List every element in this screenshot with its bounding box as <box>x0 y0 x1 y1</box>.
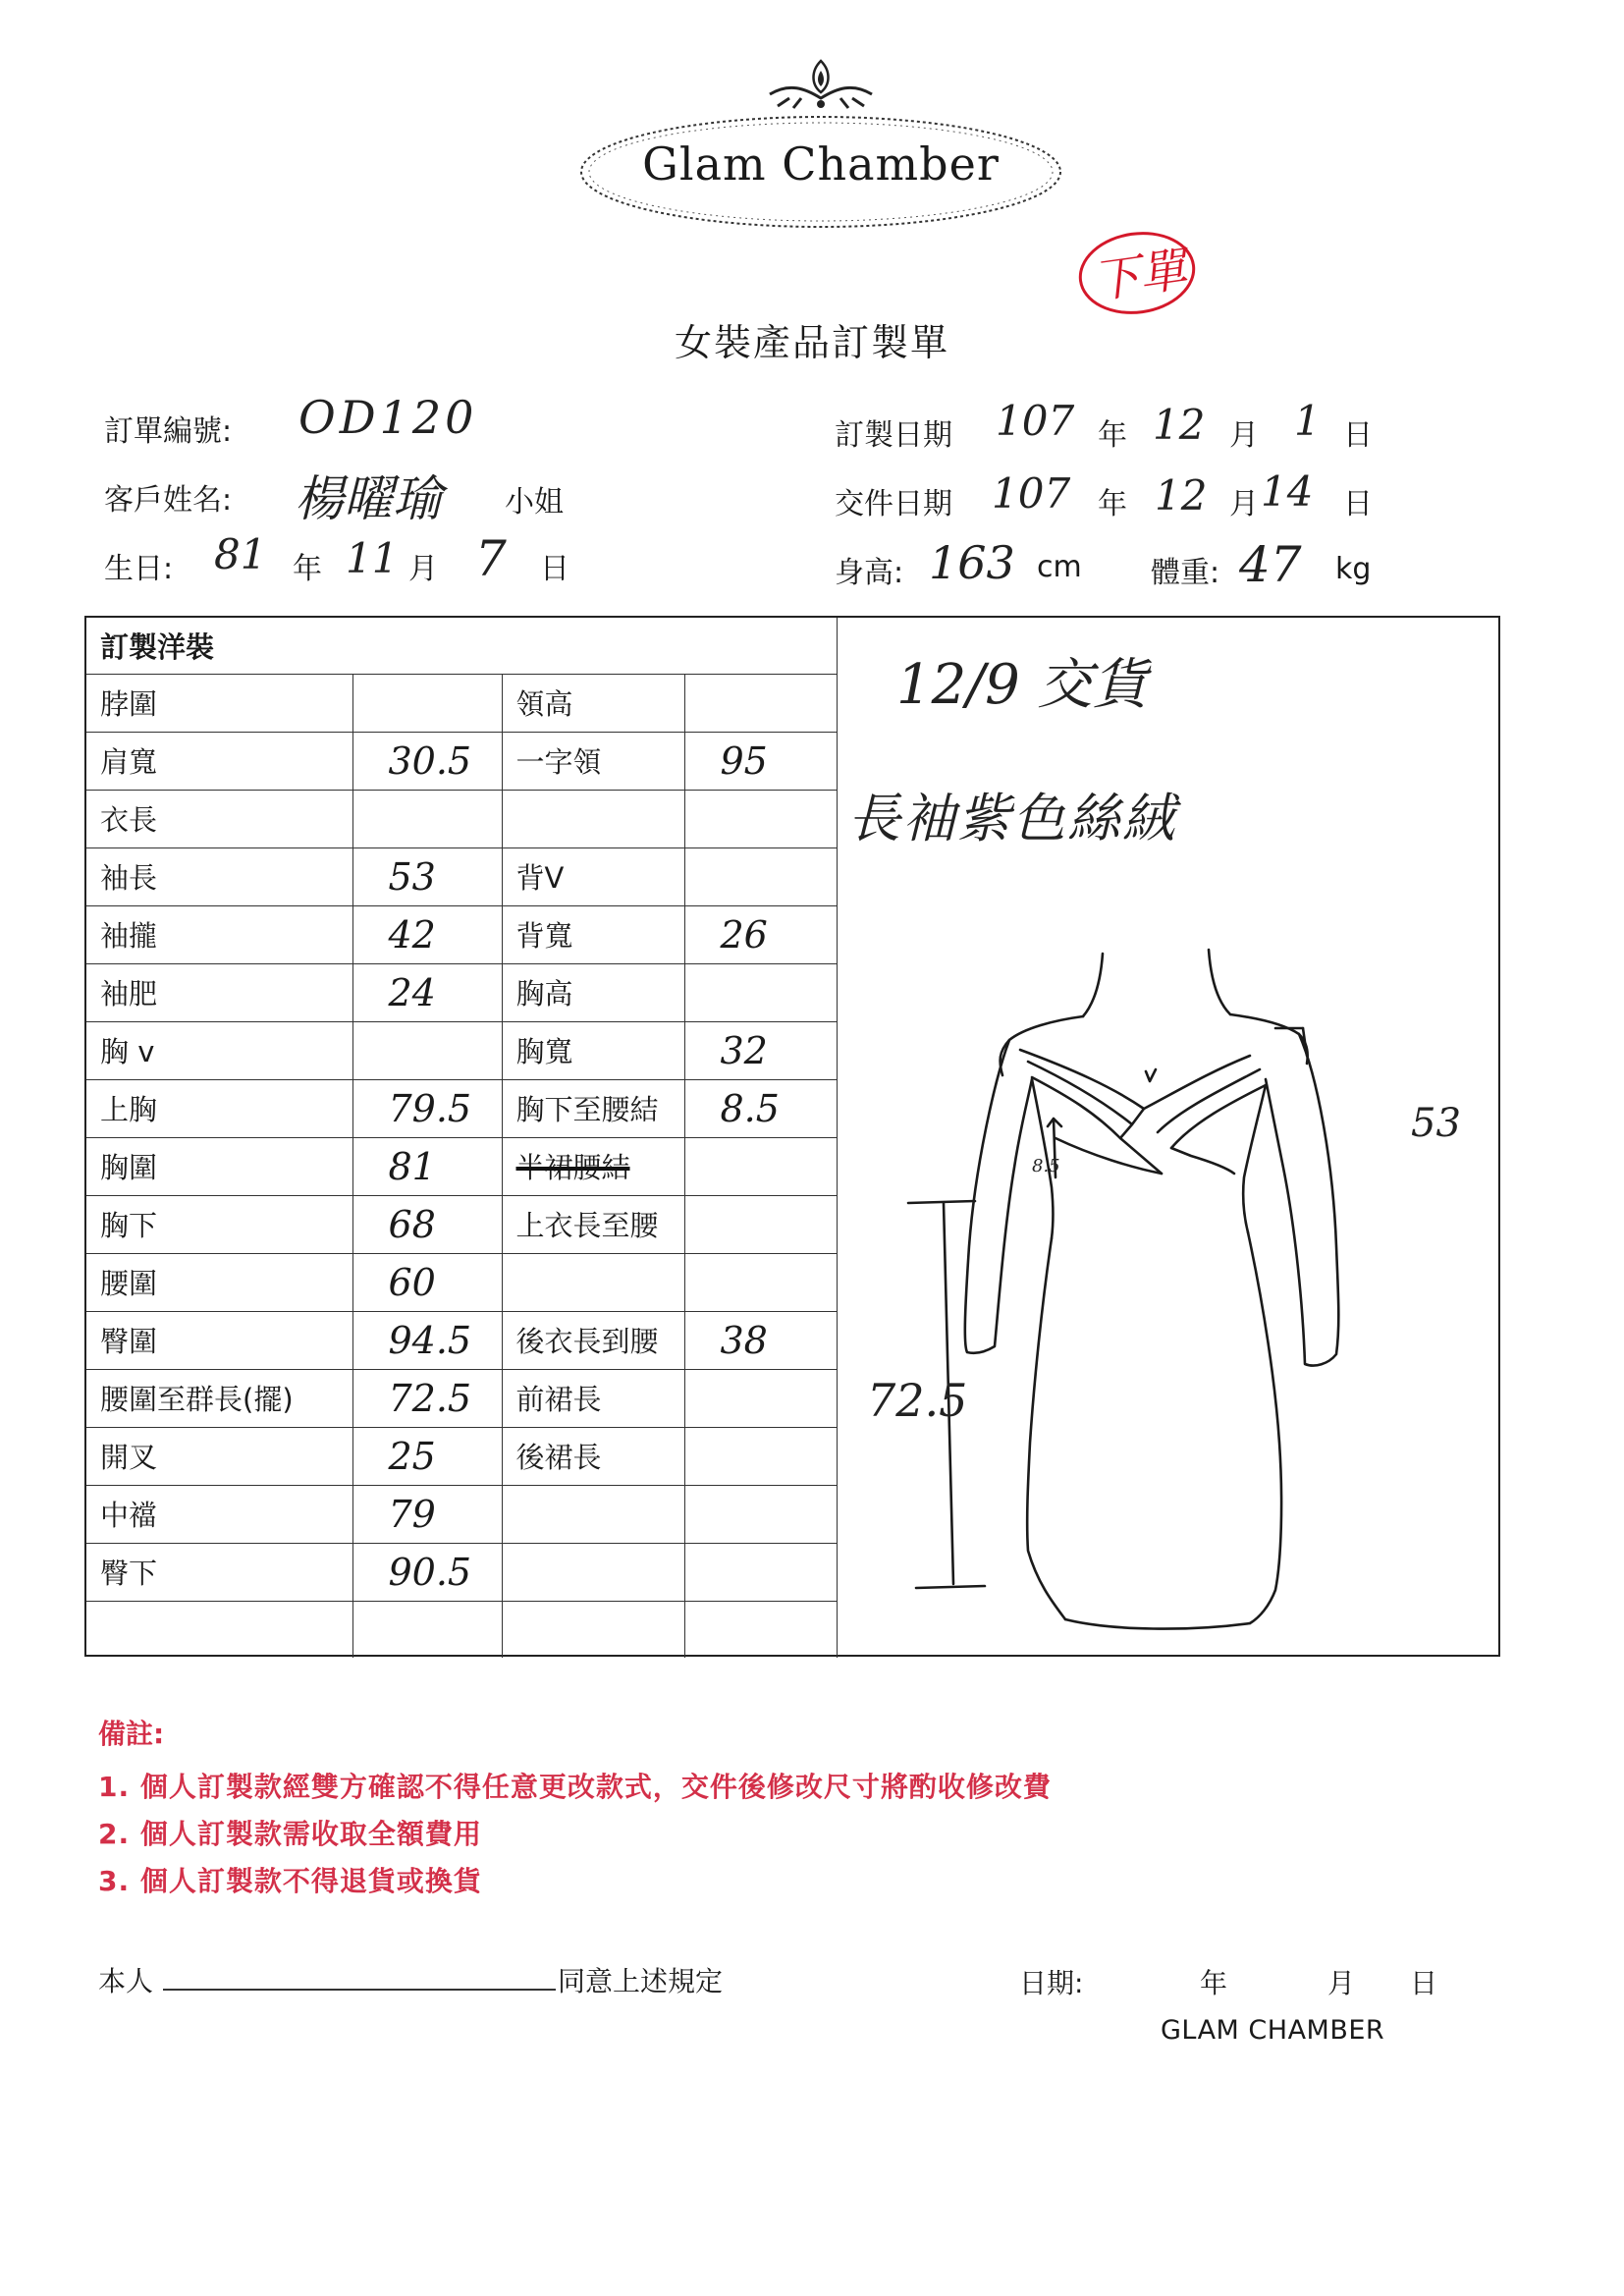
weight-value: 47 <box>1239 536 1302 593</box>
delivery-date-month: 12 <box>1155 471 1208 519</box>
measurement-label: 袖肥 <box>86 963 352 1021</box>
weight-unit: kg <box>1335 552 1372 586</box>
delivery-date-year: 107 <box>992 469 1071 518</box>
table-row <box>86 963 837 1021</box>
order-date-label: 訂製日期 <box>835 418 952 453</box>
order-date-year-unit: 年 <box>1098 418 1127 453</box>
agreement-text: 同意上述規定 <box>558 1965 724 1997</box>
measurement-value <box>684 1369 837 1427</box>
delivery-date-month-unit: 月 <box>1229 487 1259 521</box>
height-value: 163 <box>929 536 1015 589</box>
table-row <box>86 905 837 963</box>
measurement-label: 腰圍至群長(擺) <box>86 1369 352 1427</box>
footer-day-unit: 日 <box>1410 1967 1438 1999</box>
table-row <box>86 1195 837 1253</box>
measurement-value <box>684 1485 837 1543</box>
measurement-label: 臀圍 <box>86 1311 352 1369</box>
table-row <box>86 1137 837 1195</box>
table-row <box>86 732 837 790</box>
delivery-note: 12/9 交貨 <box>896 653 1148 717</box>
table-row <box>86 1427 837 1485</box>
measurement-label: 袖長 <box>86 847 352 905</box>
measurement-value: 53 <box>352 847 502 905</box>
signer-label: 本人 <box>98 1965 154 1997</box>
measurement-label: 胸圍 <box>86 1137 352 1195</box>
measurement-label <box>502 1253 684 1311</box>
birthday-day: 7 <box>475 530 507 587</box>
table-row <box>86 1253 837 1311</box>
order-date-day-unit: 日 <box>1343 418 1373 453</box>
crown-ornament-icon <box>764 55 878 114</box>
measurement-value: 79.5 <box>352 1079 502 1137</box>
signature-line[interactable] <box>163 1989 556 1991</box>
table-row <box>86 1601 837 1658</box>
skirt-dimension: 72.5 <box>867 1374 968 1427</box>
measurement-value <box>684 847 837 905</box>
measurement-value: 32 <box>684 1021 837 1079</box>
measurement-value <box>684 790 837 847</box>
measurement-value <box>684 1601 837 1658</box>
measurement-rows <box>86 618 837 1658</box>
measurement-value: 24 <box>352 963 502 1021</box>
measurement-label: 衣長 <box>86 790 352 847</box>
delivery-date-day-unit: 日 <box>1343 487 1373 521</box>
measurement-label <box>86 1601 352 1658</box>
brand-name: Glam Chamber <box>642 137 1000 191</box>
order-date-month: 12 <box>1153 401 1206 449</box>
measurement-value <box>684 1427 837 1485</box>
customer-label: 客戶姓名: <box>104 483 233 518</box>
measurement-label: 肩寬 <box>86 732 352 790</box>
table-heading: 訂製洋裝 <box>86 618 837 674</box>
birthday-year: 81 <box>214 530 267 578</box>
measurement-label: 臀下 <box>86 1543 352 1601</box>
table-row <box>86 1311 837 1369</box>
birthday-month-unit: 月 <box>408 552 438 586</box>
order-date-day: 1 <box>1294 397 1321 445</box>
delivery-date-label: 交件日期 <box>835 487 952 521</box>
table-row <box>86 1543 837 1601</box>
birthday-day-unit: 日 <box>540 552 569 586</box>
delivery-date-year-unit: 年 <box>1098 487 1127 521</box>
measurement-value <box>684 963 837 1021</box>
measurement-value <box>352 674 502 732</box>
measurement-label: 半裙腰結 <box>502 1137 684 1195</box>
measurement-value: 30.5 <box>352 732 502 790</box>
measurement-label: 後衣長到腰 <box>502 1311 684 1369</box>
measurement-label: 袖攏 <box>86 905 352 963</box>
measurement-value <box>352 1601 502 1658</box>
measurement-label: 胸高 <box>502 963 684 1021</box>
dress-sketch <box>838 618 1501 1655</box>
bust-dimension: 8.5 <box>1032 1156 1060 1176</box>
table-row <box>86 674 837 732</box>
measurement-label: 胸下至腰結 <box>502 1079 684 1137</box>
measurement-value <box>684 1137 837 1195</box>
weight-label: 體重: <box>1151 556 1220 590</box>
measurement-value <box>684 1195 837 1253</box>
measurement-form <box>84 616 1500 1657</box>
table-heading-row <box>86 618 837 674</box>
height-label: 身高: <box>835 556 904 590</box>
measurement-label: 後裙長 <box>502 1427 684 1485</box>
birthday-year-unit: 年 <box>293 552 322 586</box>
measurement-value: 38 <box>684 1311 837 1369</box>
sketch-area <box>837 618 1501 1655</box>
delivery-date-day: 14 <box>1261 467 1314 516</box>
measurement-value: 94.5 <box>352 1311 502 1369</box>
order-date-month-unit: 月 <box>1229 418 1259 453</box>
table-row <box>86 1485 837 1543</box>
table-row <box>86 1021 837 1079</box>
measurement-label <box>502 1543 684 1601</box>
document-title: 女裝產品訂製單 <box>674 321 949 364</box>
measurement-label: 上胸 <box>86 1079 352 1137</box>
footer-brand: GLAM CHAMBER <box>1161 2015 1385 2046</box>
measurement-label: 腰圍 <box>86 1253 352 1311</box>
measurement-value <box>352 1021 502 1079</box>
footer-year-unit: 年 <box>1200 1967 1228 1999</box>
notes-heading: 備註: <box>98 1718 165 1750</box>
measurement-value: 95 <box>684 732 837 790</box>
birthday-month: 11 <box>346 534 399 582</box>
stamp-text: 下單 <box>1089 242 1191 310</box>
birthday-label: 生日: <box>104 552 174 586</box>
measurement-label <box>502 1485 684 1543</box>
measurement-label: 一字領 <box>502 732 684 790</box>
order-no-value: OD120 <box>298 391 478 444</box>
note-item: 1. 個人訂製款經雙方確認不得任意更改款式，交件後修改尺寸將酌收修改費 <box>98 1771 1052 1803</box>
measurement-label: 上衣長至腰 <box>502 1195 684 1253</box>
measurement-label <box>502 1601 684 1658</box>
fabric-note: 長袖紫色絲絨 <box>847 788 1177 849</box>
measurement-value: 25 <box>352 1427 502 1485</box>
table-row <box>86 1079 837 1137</box>
footer-month-unit: 月 <box>1327 1967 1356 1999</box>
order-date-year: 107 <box>996 397 1075 445</box>
customer-suffix: 小姐 <box>505 485 564 519</box>
footer-date-label: 日期: <box>1019 1967 1084 1999</box>
measurement-label: 前裙長 <box>502 1369 684 1427</box>
customer-name: 楊曜瑜 <box>295 470 442 527</box>
measurement-table <box>86 618 838 1658</box>
measurement-value: 42 <box>352 905 502 963</box>
measurement-value: 72.5 <box>352 1369 502 1427</box>
measurement-value: 81 <box>352 1137 502 1195</box>
measurement-label: 中襠 <box>86 1485 352 1543</box>
measurement-value: 26 <box>684 905 837 963</box>
measurement-value: 68 <box>352 1195 502 1253</box>
measurement-label: 胸下 <box>86 1195 352 1253</box>
measurement-value: 8.5 <box>684 1079 837 1137</box>
table-row <box>86 1369 837 1427</box>
note-item: 3. 個人訂製款不得退貨或換貨 <box>98 1865 482 1897</box>
measurement-value: 79 <box>352 1485 502 1543</box>
measurement-value <box>684 674 837 732</box>
table-row <box>86 790 837 847</box>
sleeve-dimension: 53 <box>1411 1101 1461 1146</box>
height-unit: cm <box>1037 550 1082 584</box>
measurement-label: 領高 <box>502 674 684 732</box>
measurement-label: 胸 v <box>86 1021 352 1079</box>
table-row <box>86 847 837 905</box>
measurement-label: 脖圍 <box>86 674 352 732</box>
measurement-label: 胸寬 <box>502 1021 684 1079</box>
measurement-value <box>684 1543 837 1601</box>
note-item: 2. 個人訂製款需收取全額費用 <box>98 1818 482 1850</box>
order-no-label: 訂單編號: <box>104 414 233 449</box>
measurement-value: 60 <box>352 1253 502 1311</box>
measurement-label: 背寬 <box>502 905 684 963</box>
measurement-label: 背V <box>502 847 684 905</box>
measurement-value <box>684 1253 837 1311</box>
measurement-label <box>502 790 684 847</box>
measurement-value <box>352 790 502 847</box>
measurement-value: 90.5 <box>352 1543 502 1601</box>
measurement-label: 開叉 <box>86 1427 352 1485</box>
